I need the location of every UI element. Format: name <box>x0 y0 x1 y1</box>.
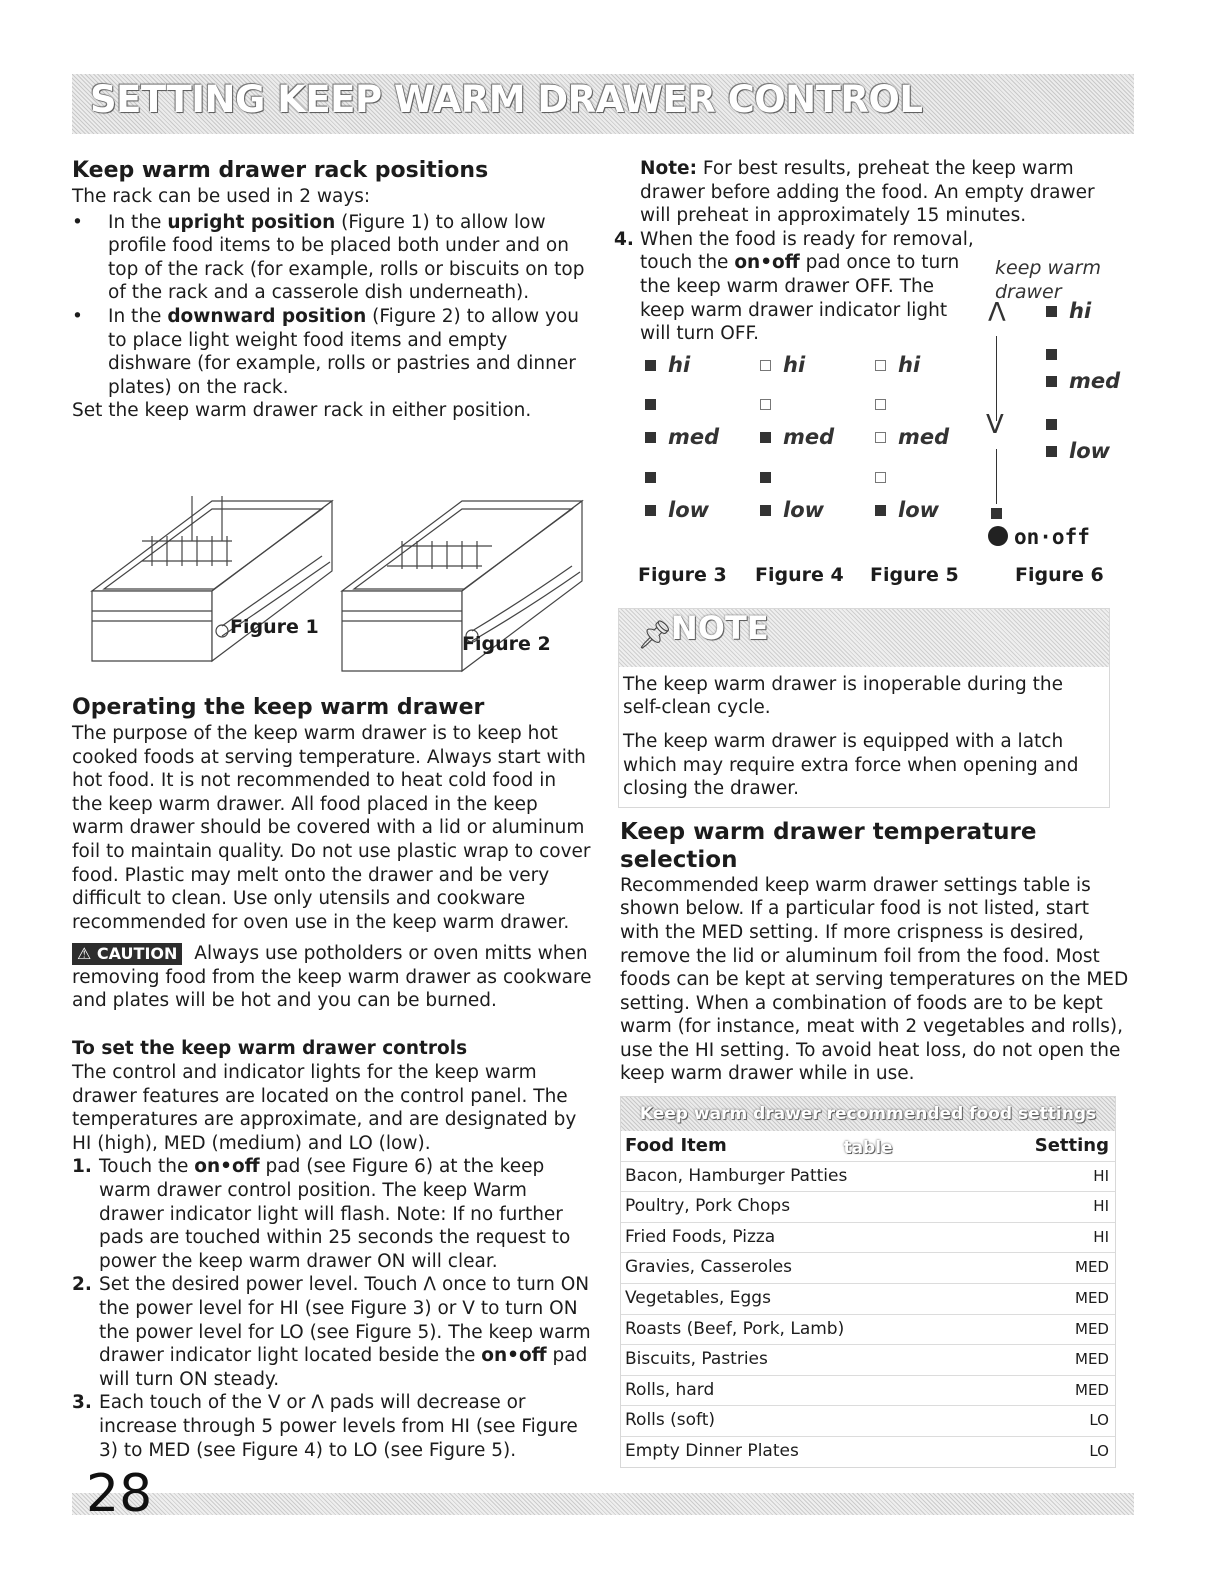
down-arrow-icon: V <box>462 1298 475 1319</box>
setting-cell: MED <box>1075 1350 1109 1369</box>
fig5-low-pad <box>875 499 939 523</box>
hi-label: hi <box>783 352 806 377</box>
bold-text: on•off <box>194 1156 260 1178</box>
note-paragraph: The keep warm drawer is equipped with a latch which may require extra force when opening and closing the drawer. <box>623 730 1079 800</box>
indicator-light <box>875 399 886 410</box>
indicator-light <box>1046 446 1057 457</box>
setting-cell: HI <box>1093 1197 1109 1216</box>
indicator-light <box>875 360 886 371</box>
text: pad will turn ON steady. <box>99 1345 588 1390</box>
food-settings-table <box>620 1096 1116 1468</box>
step-1 <box>72 1155 592 1273</box>
figure-6-caption: Figure 6 <box>1015 563 1104 586</box>
rack-bullets <box>72 211 592 400</box>
step-number: 2. <box>72 1274 92 1296</box>
text: or <box>280 1392 312 1414</box>
hi-label: hi <box>898 352 921 377</box>
down-arrow-icon[interactable]: V <box>986 409 1004 440</box>
rack-outro: Set the keep warm drawer rack in either position. <box>72 400 532 422</box>
label-line: keep warm <box>995 256 1101 279</box>
step-3 <box>72 1391 592 1462</box>
food-cell: Roasts (Beef, Pork, Lamb) <box>625 1318 845 1339</box>
fig5-hi-pad <box>875 354 920 378</box>
food-cell: Poultry, Pork Chops <box>625 1196 791 1217</box>
up-arrow-icon[interactable]: Λ <box>988 297 1006 328</box>
figure-5-caption: Figure 5 <box>870 563 959 586</box>
fig6-hi-level <box>1046 300 1091 324</box>
step-4 <box>614 228 975 346</box>
text: In the <box>108 211 168 233</box>
fig6-low-level <box>1046 440 1110 464</box>
hi-label: hi <box>1069 298 1092 323</box>
setting-cell: HI <box>1093 1166 1109 1185</box>
setting-cell: MED <box>1075 1380 1109 1399</box>
page-banner <box>72 74 1134 134</box>
setting-cell: MED <box>1075 1289 1109 1308</box>
text: pad (see Figure 6) at the keep warm drawer control position. The keep Warm drawer indicator light will flash. Note: If no further pads are touched within 25 seconds the request to power the keep warm drawer ON will clear. <box>99 1156 571 1272</box>
low-label: low <box>1069 438 1111 463</box>
text: (Figure 1) to allow low profile food items to be placed both under and on top of the rack (for example, rolls or biscuits on top of the rack and a casserole dish underneath). <box>108 211 585 304</box>
food-cell: Vegetables, Eggs <box>625 1288 771 1309</box>
note-header <box>619 609 1109 667</box>
step-number: 3. <box>72 1392 92 1414</box>
text: Each touch of the <box>99 1392 268 1414</box>
temp-body: Recommended keep warm drawer settings table is shown below. If a particular food is not listed, start with the MED setting. If more crispness is desired, remove the lid or aluminum foil from the food. Most foods can be kept at serving temperatures on the MED setting. When a combination of foods are to be kept warm (for instance, meat with 2 vegetables and rolls), use the HI setting. To avoid heat loss, do not open the keep warm drawer while in use. <box>620 874 1129 1085</box>
page-title: SETTING KEEP WARM DRAWER CONTROL <box>90 78 923 121</box>
operating-body: The purpose of the keep warm drawer is to keep hot cooked foods at serving temperature. Always start with hot food. It is not recommended to heat cold food in the keep warm drawer. All food placed in the keep warm drawer should be covered with a lid or aluminum foil to maintain quality. Do not use plastic wrap to cover food. Plastic may melt onto the drawer and be very difficult to clean. Use only utensils and cookware recommended for oven use in the keep warm drawer. <box>72 722 591 933</box>
caution-text: Always use potholders or oven mitts when removing food from the keep warm drawer as cookware and plates will be hot and you can be burned. <box>72 943 592 1012</box>
label-line: drawer <box>995 280 1062 303</box>
indicator-light <box>645 505 656 516</box>
indicator-light <box>875 505 886 516</box>
table-row <box>621 1436 1115 1467</box>
med-label: med <box>898 424 950 449</box>
preheat-note <box>640 157 1130 228</box>
bold-text: upright position <box>167 211 336 233</box>
fig4-med-pad <box>760 426 834 450</box>
temp-heading: Keep warm drawer temperature selection <box>620 818 1037 873</box>
food-cell: Rolls, hard <box>625 1379 715 1400</box>
pushpin-icon: 📌︎ <box>637 617 673 651</box>
up-arrow-icon: Λ <box>311 1392 324 1414</box>
food-cell: Biscuits, Pastries <box>625 1349 768 1370</box>
fig3-med-pad <box>645 426 719 450</box>
figure-captions-3-6 <box>620 564 1130 598</box>
right-column <box>614 157 1130 1468</box>
indicator-light <box>645 432 656 443</box>
note-paragraph: The keep warm drawer is inoperable during the self-clean cycle. <box>623 673 1064 719</box>
food-cell: Empty Dinner Plates <box>625 1441 799 1461</box>
food-cell: Bacon, Hamburger Patties <box>625 1165 848 1186</box>
text: to turn ON the power level for LO (see Figure 5). The keep warm drawer indicator light located beside the <box>99 1298 591 1367</box>
setting-cell: LO <box>1089 1411 1109 1430</box>
column-header-food: Food Item <box>625 1135 727 1157</box>
indicator-light <box>760 399 771 410</box>
controls-heading: To set the keep warm drawer controls <box>72 1038 468 1060</box>
text: In the <box>108 305 168 327</box>
setting-cell: HI <box>1093 1227 1109 1246</box>
indicator-light <box>760 472 771 483</box>
fig4-low-pad <box>760 499 824 523</box>
bullet-downward <box>72 305 592 399</box>
left-column <box>72 157 592 1462</box>
table-row <box>621 1222 1115 1253</box>
operating-heading: Operating the keep warm drawer <box>72 694 485 720</box>
food-cell: Fried Foods, Pizza <box>625 1226 776 1247</box>
indicator-light <box>645 472 656 483</box>
indicator-light <box>991 508 1002 519</box>
text: pad once to turn the keep warm drawer OFF. The keep warm drawer indicator light will turn OFF. <box>640 252 960 345</box>
indicator-light <box>760 432 771 443</box>
figure-6-control <box>988 256 1128 556</box>
figure-1-caption: Figure 1 <box>230 615 319 638</box>
bold-text: on•off <box>481 1345 547 1367</box>
food-cell: Rolls (soft) <box>625 1410 716 1431</box>
controls-intro: The control and indicator lights for the keep warm drawer features are located on the control panel. The temperatures are approximate, and are designated by HI (high), MED (medium) and LO (low). <box>72 1062 577 1154</box>
keep-warm-drawer-label <box>995 256 1101 304</box>
text: When the food is ready for removal, touch the <box>640 228 974 274</box>
figures-1-2 <box>72 441 592 676</box>
table-row <box>621 1161 1115 1192</box>
indicator-light <box>1046 349 1057 360</box>
table-row <box>621 1283 1115 1314</box>
fig6-med-level <box>1046 370 1120 394</box>
step-number: 1. <box>72 1156 92 1178</box>
indicator-light <box>760 360 771 371</box>
divider <box>996 336 997 421</box>
indicator-light <box>645 399 656 410</box>
text: once to turn ON the power level for HI (see Figure 3) or <box>99 1274 590 1319</box>
setting-cell: MED <box>1075 1258 1109 1277</box>
fig3-hi-pad <box>645 354 690 378</box>
setting-cell: MED <box>1075 1319 1109 1338</box>
indicator-light <box>1046 419 1057 430</box>
note-body <box>619 667 1109 807</box>
figure-4-caption: Figure 4 <box>755 563 844 586</box>
indicator-light <box>760 505 771 516</box>
med-label: med <box>783 424 835 449</box>
rack-intro: The rack can be used in 2 ways: <box>72 186 371 207</box>
fig4-hi-pad <box>760 354 805 378</box>
fig5-med-pad <box>875 426 949 450</box>
indicator-light <box>1046 376 1057 387</box>
caution-paragraph <box>72 942 592 1013</box>
controls-steps <box>72 1155 592 1462</box>
indicator-light <box>645 360 656 371</box>
caution-label: CAUTION <box>96 944 178 964</box>
low-label: low <box>898 497 940 522</box>
bold-text: downward position <box>167 305 367 327</box>
on-off-pad[interactable] <box>988 526 1090 550</box>
footer-band <box>72 1493 1134 1515</box>
figure-2-caption: Figure 2 <box>462 632 551 655</box>
caution-badge: ⚠ CAUTION <box>72 943 182 965</box>
text: Touch the <box>99 1156 195 1178</box>
setting-cell: LO <box>1089 1442 1109 1460</box>
fig3-low-pad <box>645 499 709 523</box>
indicator-light <box>875 432 886 443</box>
food-cell: Gravies, Casseroles <box>625 1257 793 1278</box>
table-row <box>621 1344 1115 1375</box>
up-arrow-icon: Λ <box>423 1274 437 1296</box>
column-header-setting: Setting <box>1034 1135 1109 1157</box>
table-row <box>621 1191 1115 1222</box>
indicator-light <box>1046 306 1057 317</box>
divider <box>996 449 997 504</box>
table-row <box>621 1405 1115 1436</box>
down-arrow-icon: V <box>267 1392 281 1414</box>
on-off-button-icon <box>988 526 1008 546</box>
note-box <box>618 608 1110 808</box>
low-label: low <box>668 497 710 522</box>
med-label: med <box>668 424 720 449</box>
step-number: 4. <box>614 228 634 250</box>
step-2 <box>72 1273 592 1391</box>
med-label: med <box>1069 368 1121 393</box>
note-label: Note: <box>640 158 697 179</box>
table-row <box>621 1252 1115 1283</box>
hi-label: hi <box>668 352 691 377</box>
text: pads will decrease or increase through 5 power levels from HI (see Figure 3) to MED (see Figure 4) to LO (see Figure 5). <box>99 1392 578 1461</box>
table-row <box>621 1375 1115 1406</box>
low-label: low <box>783 497 825 522</box>
table-title: Keep warm drawer recommended food settings table <box>621 1097 1115 1131</box>
on-off-label: on·off <box>1014 524 1090 549</box>
figure-3-caption: Figure 3 <box>638 563 727 586</box>
indicator-light <box>875 472 886 483</box>
table-row <box>621 1314 1115 1345</box>
text: (Figure 2) to allow you to place light weight food items and empty dishware (for example, rolls or pastries and dinner plates) on the rack. <box>108 305 580 398</box>
bold-text: on•off <box>734 252 800 274</box>
text: Set the desired power level. Touch <box>99 1274 424 1296</box>
note-title: NOTE <box>671 608 769 647</box>
bullet-upright <box>72 211 592 305</box>
page-number: 28 <box>86 1464 153 1524</box>
text: For best results, preheat the keep warm drawer before adding the food. An empty drawer will preheat in approximately 15 minutes. <box>640 158 1095 227</box>
rack-heading: Keep warm drawer rack positions <box>72 158 489 183</box>
